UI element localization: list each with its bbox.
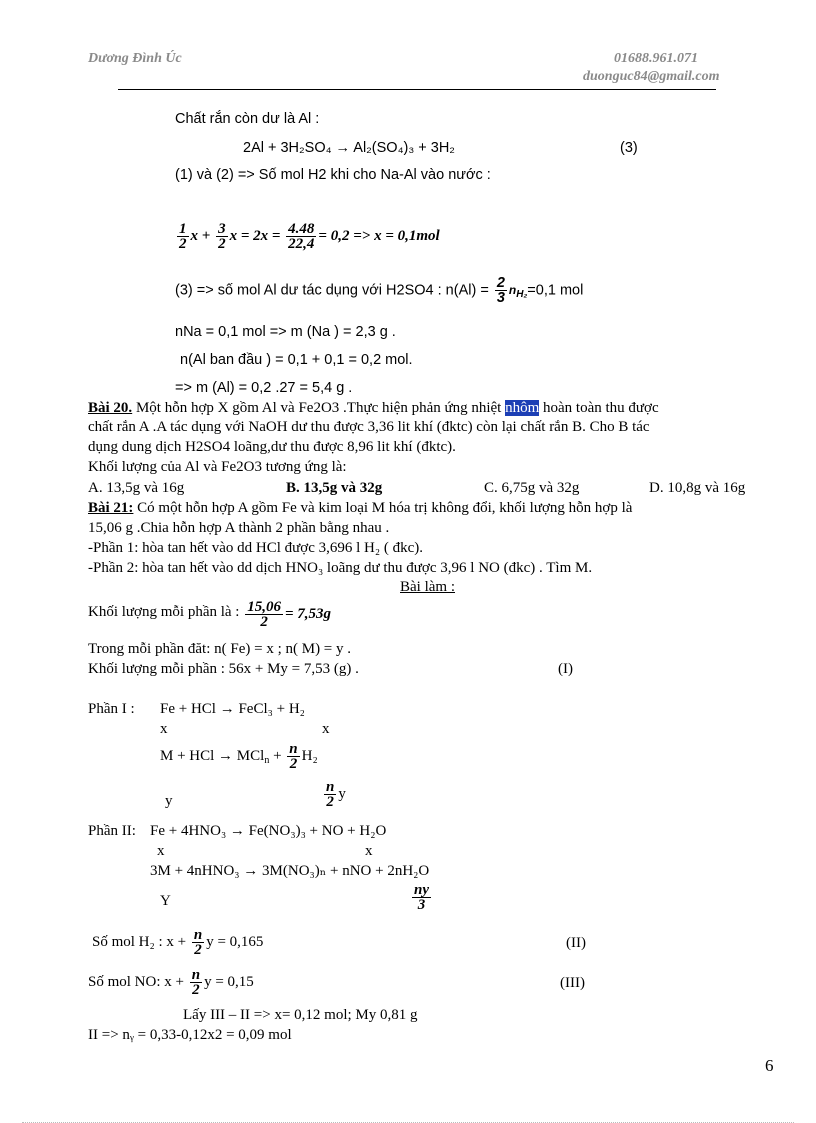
text-line: (1) và (2) => Số mol H2 khi cho Na-Al vào nước : <box>175 167 491 183</box>
header-rule <box>118 89 716 90</box>
text-line: => m (Al) = 0,2 .27 = 5,4 g . <box>175 380 353 396</box>
mol-label: $\frac{ny}{3}$ <box>414 882 429 913</box>
bai21-line1: Bài 21: Có một hỗn hợp A gồm Fe và kim loại M hóa trị không đổi, khối lượng hỗn hợp là <box>88 500 633 516</box>
text-line: Khối lượng mỗi phần : 56x + My = 7,53 (g) . <box>88 661 359 677</box>
option-a: A. 13,5g và 16g <box>88 480 185 496</box>
mol-label: x <box>365 843 373 859</box>
mol-label: Y <box>160 893 171 909</box>
text-line: II => nᵧ = 0,33-0,12x2 = 0,09 mol <box>88 1027 292 1043</box>
option-b: B. 13,5g và 32g <box>286 480 383 496</box>
reaction: Fe + HCl → FeCl₃ + H₂ <box>160 701 305 717</box>
part-two-label: Phần II: <box>88 823 136 839</box>
equation-number: (I) <box>558 661 573 677</box>
text-line: (3) => số mol Al dư tác dụng với H2SO4 : n(Al) = $\frac{2}{3}$ $n_{H_2}=0,1$ mol <box>175 275 584 306</box>
bai21-line4: -Phần 2: hòa tan hết vào dd dịch HNO₃ loãng dư thu được 3,96 l NO (đkc) . Tìm M. <box>88 560 593 576</box>
text-line: Chất rắn còn dư là Al : <box>175 111 320 127</box>
bai-lam-heading: Bài làm : <box>400 579 455 595</box>
bai20-line2: chất rắn A .A tác dụng với NaOH dư thu được 3,36 lit khí (đktc) còn lại chất rắn B. Cho B tác <box>88 419 650 435</box>
text-line: Lấy III – II => x= 0,12 mol; My 0,81 g <box>183 1007 418 1023</box>
bai20-line1: Bài 20. Một hỗn hợp X gồm Al và Fe2O3 .Thực hiện phản ứng nhiệt nhôm hoàn toàn thu được <box>88 400 659 416</box>
equation-number: (III) <box>560 975 585 991</box>
mol-label: x <box>160 721 168 737</box>
part-one-label: Phần I : <box>88 701 135 717</box>
text-line: Trong mỗi phần đăt: n( Fe) = x ; n( M) = y . <box>88 641 352 657</box>
header-author: Dương Đình Úc <box>88 51 182 66</box>
text-line: n(Al ban đầu ) = 0,1 + 0,1 = 0,2 mol. <box>180 352 413 368</box>
mass-per-part: Khối lượng mỗi phần là : $\frac{15,06}{2}$ = 7,53g <box>88 599 332 630</box>
header-email: duonguc84@gmail.com <box>583 69 720 84</box>
highlighted-word: nhôm <box>505 400 540 416</box>
header-phone: 01688.961.071 <box>614 51 698 66</box>
page-number: 6 <box>765 1056 774 1075</box>
bai21-line3: -Phần 1: hòa tan hết vào dd HCl được 3,696 l H₂ ( đkc). <box>88 540 423 556</box>
text-line: nNa = 0,1 mol => m (Na ) = 2,3 g . <box>175 324 396 340</box>
bai20-line4: Khối lượng của Al và Fe2O3 tương ứng là: <box>88 459 347 475</box>
equation-number: (II) <box>566 935 586 951</box>
mol-label: $\frac{n}{2}$ y <box>326 779 346 810</box>
mol-no-equation: Số mol NO: x + $\frac{n}{2}$ y = 0,15 <box>88 967 254 998</box>
formula-line: $\frac{1}{2}$ x + $\frac{3}{2}$ x = 2x = $\frac{4.48}{22,4}$ = 0,2 => x = 0,1mol <box>179 221 440 252</box>
option-d: D. 10,8g và 16g <box>649 480 746 496</box>
mol-label: x <box>157 843 165 859</box>
reaction: M + HCl → MCl$_n$ + $\frac{n}{2}$ H₂ <box>160 741 318 772</box>
mol-label: y <box>165 793 173 809</box>
reaction: Fe + 4HNO₃ → Fe(NO₃)₃ + NO + H₂O <box>150 823 387 839</box>
equation-number: (3) <box>620 140 638 156</box>
option-c: C. 6,75g và 32g <box>484 480 580 496</box>
reaction: 3M + 4nHNO₃ → 3M(NO₃)ₙ + nNO + 2nH₂O <box>150 863 430 879</box>
equation: 2Al + 3H₂SO₄ → Al₂(SO₄)₃ + 3H₂ <box>243 140 455 156</box>
bai21-line2: 15,06 g .Chia hỗn hợp A thành 2 phần bằng nhau . <box>88 520 390 536</box>
mol-label: x <box>322 721 330 737</box>
bai20-line3: dụng dung dịch H2SO4 loãng,dư thu được 8,96 lit khí (đktc). <box>88 439 456 455</box>
mol-h2-equation: Số mol H₂ : x + $\frac{n}{2}$ y = 0,165 <box>92 927 264 958</box>
